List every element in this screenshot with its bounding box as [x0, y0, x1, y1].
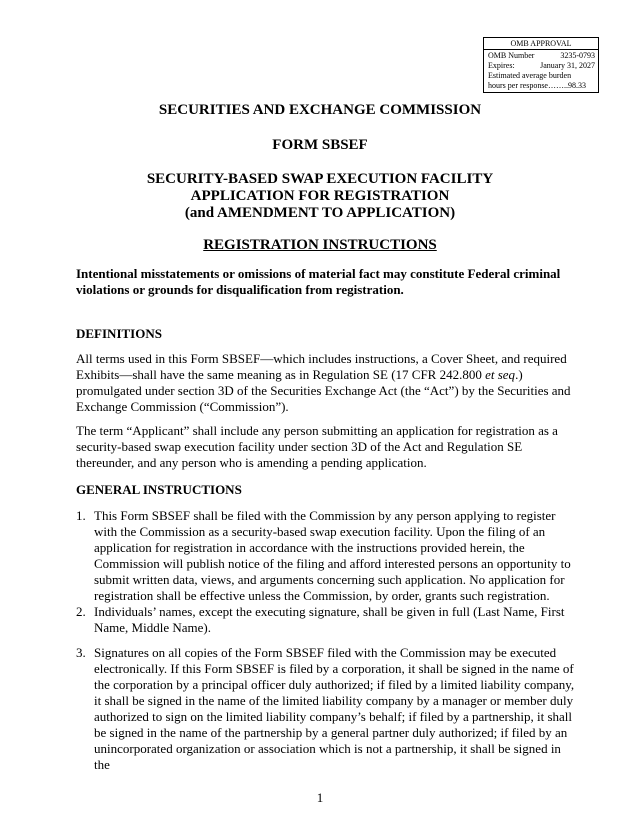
definitions-paragraph-2: The term “Applicant” shall include any person submitting an application for registration as a security-based swap execution facility under section 3D of the Act and Regulation SE thereunder, and any person who is amending a pending application.	[76, 423, 558, 470]
omb-burden-line1: Estimated average burden	[488, 71, 572, 80]
omb-number-label: OMB Number	[488, 51, 535, 60]
instruction-number: 3.	[76, 645, 86, 660]
instruction-text: This Form SBSEF shall be filed with the Commission by any person applying to register with the Commission as a security-based swap execution facility. Upon the filing of an application for registration in accordance with the instructions provided herein, the Commission will publish notice of the filing and afford interested persons an opportunity to submit written data, views, and arguments concerning such application. No application for registration shall be effective unless the Commission, by order, grants such registration.	[94, 508, 571, 603]
title-line-1: SECURITY-BASED SWAP EXECUTION FACILITY	[146, 171, 494, 187]
instruction-text: Signatures on all copies of the Form SBSEF filed with the Commission may be executed electronically. If this Form SBSEF is filed by a corporation, it shall be signed in the name of the corporation by a principal officer duly authorized; if filed by a limited liability company, it shall be signed in the name of the limited liability company by a manager or member duly authorized to sign on the limited liability company’s behalf; if filed by a partnership, it shall be signed in the name of the partnership by a general partner duly authorized; if filed by an unincorporated organization or association which is not a partnership, it shall be signed in the	[94, 645, 575, 772]
instruction-text: Individuals’ names, except the executing signature, shall be given in full (Last Name, First Name, Middle Name).	[94, 604, 565, 635]
title-line-3: (and AMENDMENT TO APPLICATION)	[184, 205, 456, 221]
definitions-paragraph-1	[76, 351, 576, 415]
page-number: 1	[316, 790, 324, 805]
general-instructions-heading: GENERAL INSTRUCTIONS	[76, 482, 242, 497]
omb-number-value: 3235-0793	[560, 51, 595, 60]
omb-expires-label: Expires:	[488, 61, 515, 70]
instruction-number: 1.	[76, 508, 86, 523]
definitions-text-b: .) promulgated under section 3D of the Securities Exchange Act (the “Act”) by the Securities and Exchange Commission (“Commission”).	[76, 367, 571, 414]
instruction-number: 2.	[76, 604, 86, 619]
omb-expires-value: January 31, 2027	[540, 61, 595, 70]
definitions-text-italic: et seq	[485, 367, 516, 382]
section-title: REGISTRATION INSTRUCTIONS	[203, 237, 437, 253]
definitions-text-a: All terms used in this Form SBSEF—which includes instructions, a Cover Sheet, and required Exhibits—shall have the same meaning as in Regulation SE (17 CFR 242.800	[76, 351, 567, 382]
instruction-item-2	[76, 604, 576, 636]
omb-burden-line2: hours per response……..98.33	[488, 81, 586, 90]
warning-text: Intentional misstatements or omissions of material fact may constitute Federal criminal violations or grounds for disqualification from registration.	[76, 266, 561, 297]
instruction-item-3	[76, 645, 576, 773]
omb-approval-box	[483, 37, 599, 93]
title-line-2: APPLICATION FOR REGISTRATION	[190, 188, 450, 204]
instruction-item-1	[76, 508, 576, 604]
definitions-heading: DEFINITIONS	[76, 326, 162, 341]
agency-title: SECURITIES AND EXCHANGE COMMISSION	[158, 102, 482, 118]
omb-title: OMB APPROVAL	[484, 38, 598, 50]
form-title: FORM SBSEF	[272, 137, 368, 153]
